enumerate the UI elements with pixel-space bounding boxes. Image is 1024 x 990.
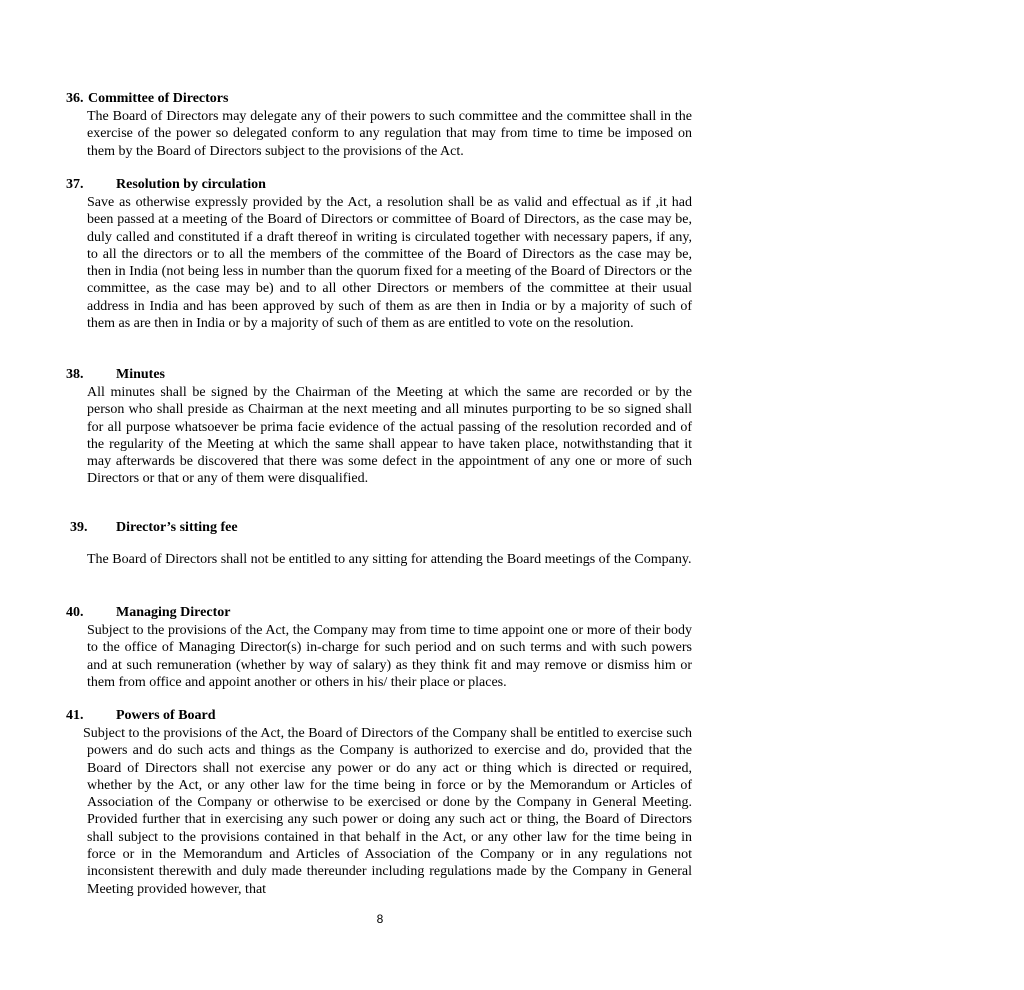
section-title: Committee of Directors <box>88 91 229 106</box>
section-number: 39. <box>70 520 88 535</box>
section-body: Subject to the provisions of the Act, the Board of Directors of the Company shall be entitled to exercise such powers and do such acts and things as the Company is authorized to exercise and do, provided that the Board of Directors shall not exercise any power or do any act or thing which is directed or required, whether by the Act, or any other law for the time being in force or by the Memorandum or Articles of Association of the Company or otherwise to be exercised or done by the Company in General Meeting. Provided further that in exercising any such power or doing any such act or thing, the Board of Directors shall subject to the provisions contained in that behalf in the Act, or any other law for the time being in force or in the Memorandum and Articles of Association of the Company or in any regulations not inconsistent therewith and duly made thereunder including regulations made by the Company in General Meeting provided however, that <box>83 726 692 897</box>
section-number: 41. <box>66 708 84 723</box>
section-title: Managing Director <box>116 605 231 620</box>
section-title: Powers of Board <box>116 708 216 723</box>
section-body: All minutes shall be signed by the Chairman of the Meeting at which the same are recorded or by the person who shall preside as Chairman at the next meeting and all minutes purporting to be so signed shall for all purpose whatsoever be prima facie evidence of the actual passing of the resolution recorded and of the regularity of the Meeting at which the same shall appear to have taken place, notwithstanding that it may afterwards be discovered that there was some defect in the appointment of any one or more of such Directors or that or any of them were disqualified. <box>87 385 692 487</box>
section-title: Director’s sitting fee <box>116 520 238 535</box>
section-number: 40. <box>66 605 84 620</box>
section-body: The Board of Directors shall not be entitled to any sitting for attending the Board meetings of the Company. <box>87 552 692 567</box>
section-number: 38. <box>66 367 84 382</box>
section-number: 36. <box>66 91 84 106</box>
section-title: Minutes <box>116 367 165 382</box>
page-number: 8 <box>376 912 384 926</box>
section-body: Save as otherwise expressly provided by the Act, a resolution shall be as valid and effectual as if ,it had been passed at a meeting of the Board of Directors or committee of Board of Directors, as the case may be, duly called and constituted if a draft thereof in writing is circulated together with necessary papers, if any, to all the directors or to all the members of the committee of the Board of Directors as the case may be, then in India (not being less in number than the quorum fixed for a meeting of the Board of Directors or the committee, as the case may be) and to all other Directors or members of the committee at their usual address in India and has been approved by such of them as are then in India or by a majority of such of them as are then in India or by a majority of such of them as are entitled to vote on the resolution. <box>87 195 692 332</box>
section-body: The Board of Directors may delegate any of their powers to such committee and the committee shall in the exercise of the power so delegated conform to any regulation that may from time to time be imposed on them by the Board of Directors subject to the provisions of the Act. <box>87 109 692 159</box>
section-number: 37. <box>66 177 84 192</box>
section-title: Resolution by circulation <box>116 177 266 192</box>
section-body: Subject to the provisions of the Act, the Company may from time to time appoint one or more of their body to the office of Managing Director(s) in-charge for such period and on such terms and with such powers and at such remuneration (whether by way of salary) as they think fit and may remove or dismiss him or them from office and appoint another or others in his/ their place or places. <box>87 623 692 690</box>
